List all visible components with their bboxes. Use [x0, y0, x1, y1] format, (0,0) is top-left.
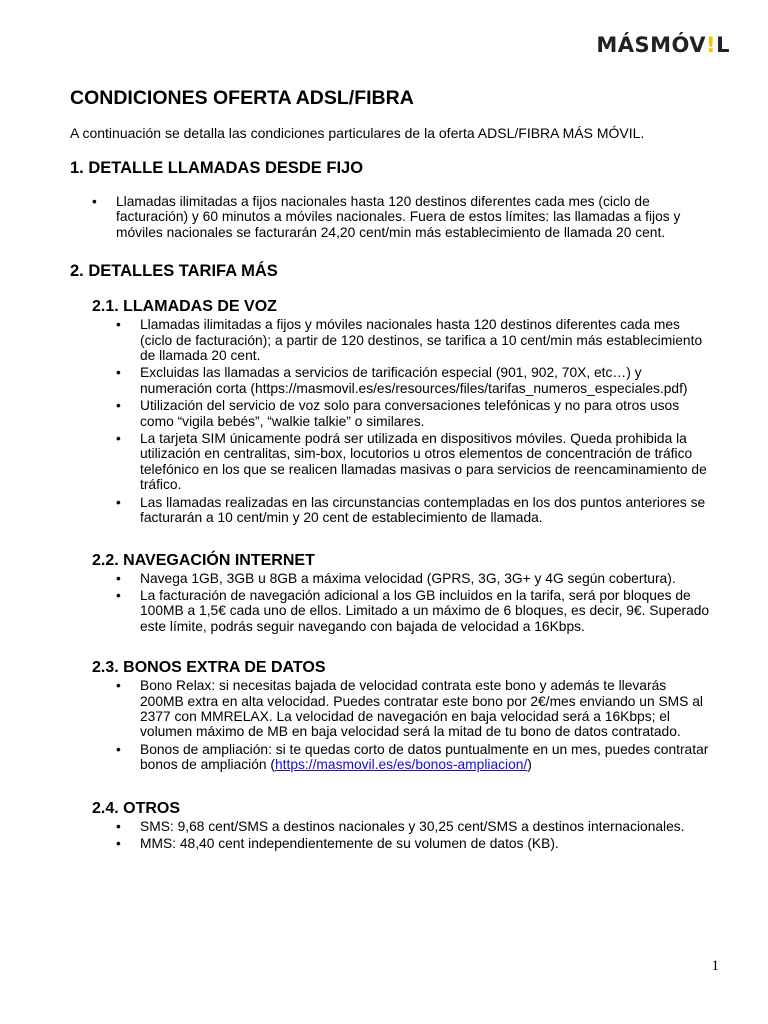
document-title: CONDICIONES OFERTA ADSL/FIBRA [70, 87, 414, 109]
page-number: 1 [711, 958, 719, 974]
list-item: • Navega 1GB, 3GB u 8GB a máxima velocidad (GPRS, 3G, 3G+ y 4G según cobertura). [140, 571, 710, 586]
list-item [140, 742, 710, 773]
bonos-ampliacion-link[interactable]: https://masmovil.es/es/bonos-ampliacion/ [275, 757, 528, 773]
list-item: • SMS: 9,68 cent/SMS a destinos nacionales y 30,25 cent/SMS a destinos internacionales. [140, 819, 710, 834]
section-2-1-list [70, 317, 710, 525]
section-2-2-list [70, 571, 710, 635]
masmovil-logo [596, 33, 730, 57]
intro-paragraph: A continuación se detalla las condiciones particulares de la oferta ADSL/FIBRA MÁS MÓVIL. [70, 125, 645, 141]
bonos-ampliacion-end: ) [527, 757, 532, 773]
list-item: • La tarjeta SIM únicamente podrá ser utilizada en dispositivos móviles. Queda prohibida la utilización en centralitas, sim-box, locutorios u otros elementos de concentración de tráfico telefónico en los que se realicen llamadas masivas o para servicios de reencaminamiento de tráfico. [140, 431, 710, 493]
list-item: • Llamadas ilimitadas a fijos nacionales hasta 120 destinos diferentes cada mes (ciclo de facturación) y 60 minutos a móviles nacionales. Fuera de estos límites: las llamadas a fijos y móviles nacionales se facturarán 24,20 cent/min más establecimiento de llamada 20 cent. [116, 194, 710, 240]
section-2-3-heading: 2.3. BONOS EXTRA DE DATOS [92, 659, 326, 677]
bonos-ampliacion-text: Bonos de ampliación: si te quedas corto de datos puntualmente en un mes, puedes contratar bonos de ampliación ( [140, 741, 709, 773]
logo-text-end: L [716, 33, 730, 57]
list-item: • Las llamadas realizadas en las circunstancias contempladas en los dos puntos anteriores se facturarán a 10 cent/min y 20 cent de establecimiento de llamada. [140, 495, 710, 526]
list-item: • Bono Relax: si necesitas bajada de velocidad contrata este bono y además te llevarás 200MB extra en alta velocidad. Puedes contratar este bono por 2€/mes enviando un SMS al 2377 con MMRELAX. La velocidad de navegación en baja velocidad será a 16Kbps; el volumen máximo de MB en baja velocidad será la mitad de tu bono de datos contratado. [140, 678, 710, 740]
list-item: • Excluidas las llamadas a servicios de tarificación especial (901, 902, 70X, etc…) y numeración corta (https://masmovil.es/es/resources/files/tarifas_numeros_especiales.pdf) [140, 365, 710, 396]
section-2-4-list [70, 819, 710, 852]
list-item: • MMS: 48,40 cent independientemente de su volumen de datos (KB). [140, 836, 710, 851]
section-2-2-heading: 2.2. NAVEGACIÓN INTERNET [92, 551, 315, 569]
section-1-list [70, 194, 710, 240]
list-item: • Llamadas ilimitadas a fijos y móviles nacionales hasta 120 destinos diferentes cada mes (ciclo de facturación); a partir de 120 destinos, se tarifica a 10 cent/min más establecimiento de llamada 20 cent. [140, 317, 710, 363]
section-2-heading: 2. DETALLES TARIFA MÁS [70, 262, 278, 281]
document-body [70, 86, 710, 853]
section-1-heading: 1. DETALLE LLAMADAS DESDE FIJO [70, 159, 364, 177]
logo-text: MÁSMÓV [596, 33, 707, 57]
section-2-3-list [70, 678, 710, 772]
list-item: • Utilización del servicio de voz solo para conversaciones telefónicas y no para otros usos como “vigila bebés”, “walkie talkie” o similares. [140, 398, 710, 429]
section-2-1-heading: 2.1. LLAMADAS DE VOZ [92, 298, 277, 316]
list-item: • La facturación de navegación adicional a los GB incluidos en la tarifa, será por bloques de 100MB a 1,5€ cada uno de ellos. Limitado a un máximo de 6 bloques, es decir, 9€. Superado este límite, podrás seguir navegando con bajada de velocidad a 16Kbps. [140, 588, 710, 634]
section-2-4-heading: 2.4. OTROS [92, 799, 181, 817]
logo-exclamation: ! [706, 33, 717, 57]
